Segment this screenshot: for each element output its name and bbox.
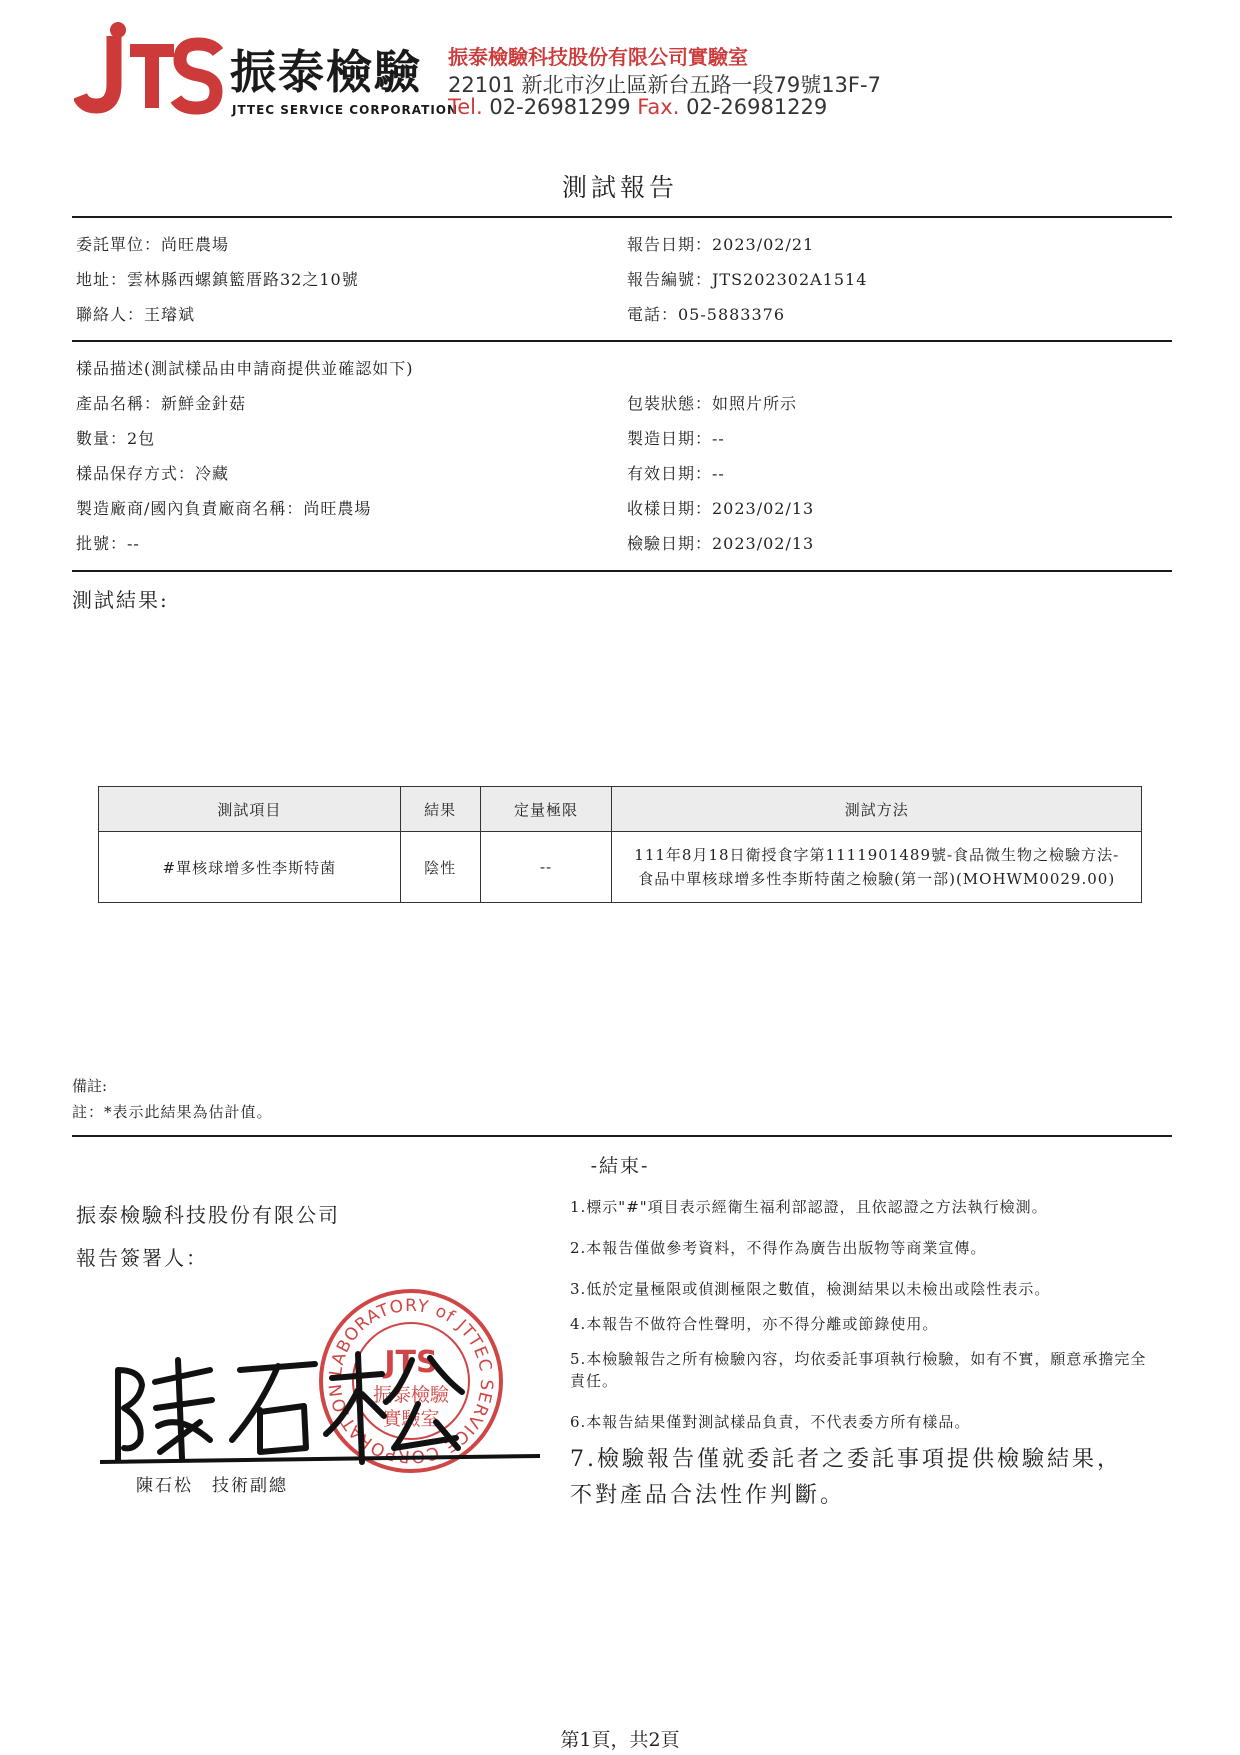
company-name: 振泰檢驗科技股份有限公司實驗室: [448, 45, 748, 69]
product-name: 產品名稱：新鮮金針菇: [76, 394, 247, 413]
test-method-line: 111年8月18日衛授食字第1111901489號-食品微生物之檢驗方法-: [634, 846, 1120, 864]
report-title: 測試報告: [561, 173, 678, 202]
divider: [72, 340, 1172, 342]
received-date: 收樣日期：2023/02/13: [627, 499, 815, 518]
sample-storage: 樣品保存方式：冷藏: [76, 464, 230, 483]
test-item: #單核球增多性李斯特菌: [99, 832, 401, 903]
test-result: 陰性: [400, 832, 480, 903]
client-address: 地址：雲林縣西螺鎮籃厝路32之10號: [76, 270, 359, 289]
remarks-note: 註：*表示此結果為估計值。: [72, 1103, 273, 1121]
svg-text:JTS: JTS: [384, 1345, 438, 1380]
divider: [72, 1135, 1172, 1137]
batch-number: 批號：--: [76, 534, 140, 553]
column-header: 結果: [400, 787, 480, 832]
svg-text:實驗室: 實驗室: [382, 1408, 440, 1430]
svg-text:LABORATORY of JTTEC SERVICE CO: LABORATORY of JTTEC SERVICE CORPORATION: [325, 1295, 497, 1467]
client-phone: 電話：05-5883376: [627, 305, 786, 324]
remarks-label: 備註:: [72, 1077, 108, 1095]
note-item: 6.本報告結果僅對測試樣品負責，不代表委方所有樣品。: [570, 1413, 971, 1431]
company-address: 22101 新北市汐止區新台五路一段79號13F-7: [448, 73, 881, 97]
signer-name-title: 陳石松 技術副總: [136, 1476, 288, 1496]
test-method-line: 食品中單核球增多性李斯特菌之檢驗(第一部)(MOHWM0029.00): [638, 870, 1116, 888]
tel-number: 02-26981299: [489, 95, 631, 119]
divider: [72, 216, 1172, 218]
quantitation-limit: --: [480, 832, 612, 903]
svg-text:振泰檢驗: 振泰檢驗: [372, 1384, 450, 1406]
client-contact: 聯絡人：王璿斌: [76, 305, 196, 324]
column-header: 測試方法: [612, 787, 1142, 832]
signer-label: 報告簽署人：: [76, 1246, 208, 1270]
tel-label: Tel.: [448, 95, 483, 119]
signing-company: 振泰檢驗科技股份有限公司: [76, 1203, 340, 1227]
note-item: 7.檢驗報告僅就委託者之委託事項提供檢驗結果，不對產品合法性作判斷。: [570, 1447, 1122, 1508]
test-date: 檢驗日期：2023/02/13: [627, 534, 815, 553]
expiry-date: 有效日期：--: [627, 464, 725, 483]
note-item: 5.本檢驗報告之所有檢驗內容，均依委託事項執行檢驗，如有不實，願意承擔完全責任。: [570, 1350, 1147, 1390]
jts-logo: [74, 22, 224, 122]
manufacture-date: 製造日期：--: [627, 429, 725, 448]
client-unit: 委託單位：尚旺農場: [76, 235, 230, 254]
results-table: [98, 786, 1142, 903]
report-number: 報告編號：JTS202302A1514: [627, 270, 868, 289]
brand-name-en: JTTEC SERVICE CORPORATION: [232, 103, 459, 117]
manufacturer: 製造廠商/國內負責廠商名稱：尚旺農場: [76, 499, 372, 518]
note-item: 2.本報告僅做參考資料，不得作為廣告出版物等商業宣傳。: [570, 1239, 987, 1257]
fax-number: 02-26981229: [686, 95, 828, 119]
end-mark: -結束-: [590, 1155, 650, 1177]
report-date: 報告日期：2023/02/21: [627, 235, 815, 254]
results-title: 測試結果:: [72, 588, 169, 612]
fax-label: Fax.: [637, 95, 680, 119]
note-item: 3.低於定量極限或偵測極限之數值，檢測結果以未檢出或陰性表示。: [570, 1280, 1051, 1298]
column-header: 定量極限: [480, 787, 612, 832]
sample-quantity: 數量：2包: [76, 429, 156, 448]
table-header-row: [99, 787, 1142, 832]
test-method: [612, 832, 1142, 903]
page-number: 第1頁，共2頁: [560, 1729, 680, 1751]
handwritten-signature: [100, 1330, 540, 1480]
sample-description: 樣品描述(測試樣品由申請商提供並確認如下): [76, 359, 414, 378]
note-item: 4.本報告不做符合性聲明，亦不得分離或節錄使用。: [570, 1315, 939, 1333]
note-item: 1.標示"#"項目表示經衛生福利部認證，且依認證之方法執行檢測。: [570, 1198, 1048, 1216]
packaging-status: 包裝狀態：如照片所示: [627, 394, 798, 413]
company-phone-fax: [448, 95, 827, 119]
brand-name-zh: 振泰檢驗: [230, 45, 422, 99]
table-row: [99, 832, 1142, 903]
divider: [72, 570, 1172, 572]
column-header: 測試項目: [99, 787, 401, 832]
